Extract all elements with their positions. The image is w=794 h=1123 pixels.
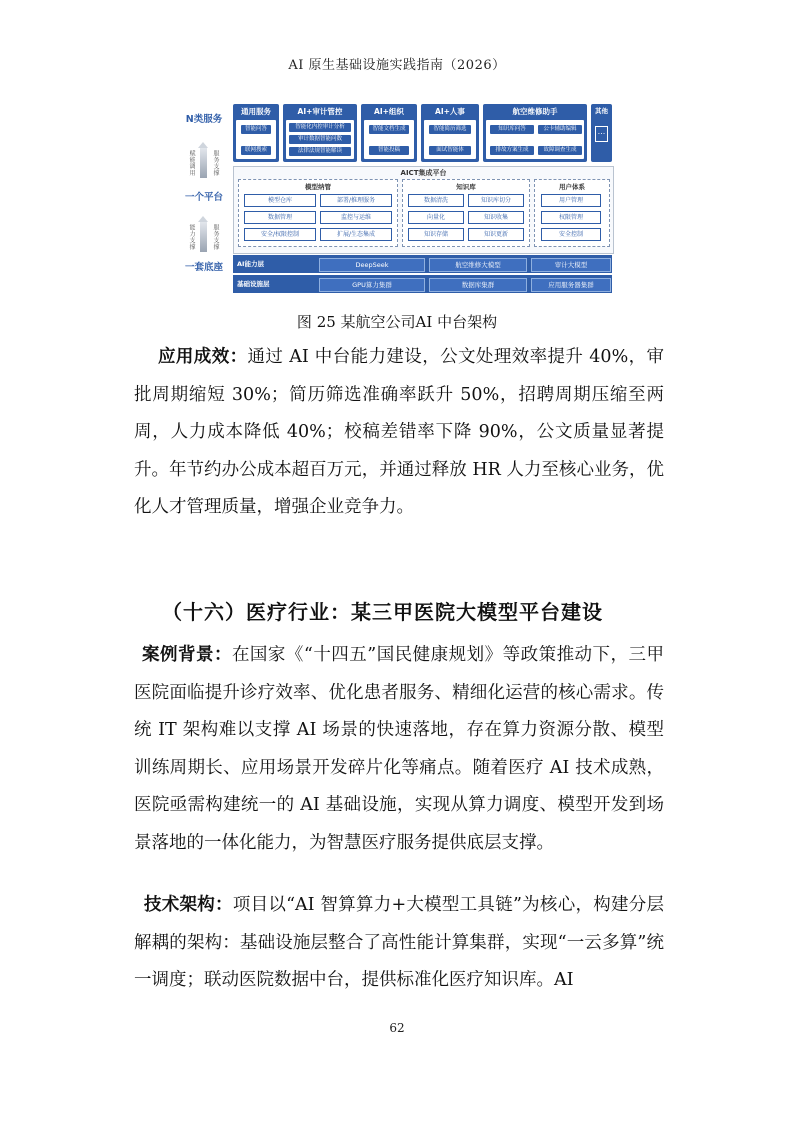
ai-layer-name: AI能力层	[237, 260, 264, 268]
ai-layer-item: 审计大模型	[531, 258, 611, 272]
knowledge-base-box	[402, 179, 530, 247]
ai-layer-item: 航空维修大模型	[429, 258, 527, 272]
platform-item: 向量化	[408, 211, 464, 224]
infra-layer-item: GPU算力集群	[319, 278, 425, 292]
figure-caption: 图 25 某航空公司AI 中台架构	[296, 313, 498, 331]
platform-item: 数据管理	[244, 211, 316, 224]
running-header: AI 原生基础设施实践指南（2026）	[288, 58, 506, 73]
page-number: 62	[389, 1021, 405, 1035]
platform-item: 知识存储	[408, 228, 464, 241]
platform-item: 部署/推理服务	[320, 194, 392, 207]
paragraph-lead: 应用成效：	[158, 347, 248, 367]
aict-platform	[233, 166, 614, 254]
model-management-title: 模型纳管	[305, 183, 331, 191]
paragraph-text: 项目以“AI 智算算力+大模型工具链”为核心，构建分层解耦的架构：基础设施层整合了高性能计算集群，实现“一云多算”统一调度；联动医院数据中台，提供标准化医疗知识库。AI	[134, 895, 665, 990]
service-item: 联网搜索	[241, 146, 271, 155]
service-item: 故障调查生成	[538, 146, 582, 155]
service-group-organization	[361, 104, 417, 162]
service-item: 法律法规智能解读	[289, 147, 351, 156]
paragraph-text: 通过 AI 中台能力建设，公文处理效率提升 40%，审批周期缩短 30%；简历筛选准确率跃升 50%，招聘周期压缩至两周，人力成本降低 40%；校稿差错率下降 90%，公文质量显著提升。年节约办公成本超百万元，并通过释放 HR 人力至核心业务，优化人才管理质量，增强企业竞争力。	[134, 347, 664, 517]
section-heading: （十六）医疗行业：某三甲医院大模型平台建设	[162, 600, 603, 624]
more-ellipsis: ...	[595, 126, 608, 142]
service-item: 智能文档生成	[369, 125, 409, 134]
platform-item: 权限管理	[541, 211, 601, 224]
platform-item: 模型仓库	[244, 194, 316, 207]
platform-item: 知识收集	[468, 211, 524, 224]
platform-item: 用户管理	[541, 194, 601, 207]
aict-platform-title: AICT集成平台	[400, 169, 447, 177]
service-group-title: 其他	[595, 107, 608, 115]
service-group-title: AI+人事	[435, 107, 465, 116]
arrow-label-upper-right: 服务支撑	[212, 150, 219, 176]
paragraph-text: 在国家《“十四五”国民健康规划》等政策推动下，三甲医院面临提升诊疗效率、优化患者服务、精细化运营的核心需求。传统 IT 架构难以支撑 AI 场景的快速落地，存在算力资源分散、模型训练周期长、应用场景开发碎片化等痛点。随着医疗 AI 技术成熟，医院亟需构建统一的 AI 基础设施，实现从算力调度、模型开发到场景落地的一体化能力，为智慧医疗服务提供底层支撑。	[134, 645, 664, 853]
label-n-services: N类服务	[185, 114, 223, 125]
service-group-aviation-maintenance	[483, 104, 587, 162]
service-group-general	[233, 104, 279, 162]
paragraph-lead: 技术架构：	[144, 895, 233, 915]
platform-item: 数据清洗	[408, 194, 464, 207]
paragraph-results	[134, 339, 664, 527]
platform-item: 知识更新	[468, 228, 524, 241]
up-arrow-lower	[200, 222, 207, 252]
up-arrow-upper	[200, 148, 207, 178]
service-item: 智能投稿	[369, 146, 409, 155]
platform-item: 知识库切分	[468, 194, 524, 207]
service-group-audit	[283, 104, 357, 162]
service-group-title: 通用服务	[241, 107, 271, 116]
service-item: 知识库问答	[490, 125, 534, 134]
knowledge-base-title: 知识库	[456, 183, 476, 191]
service-item: 面试智能体	[429, 146, 471, 155]
label-one-foundation: 一套底座	[184, 262, 223, 273]
ai-capability-layer	[233, 255, 612, 273]
infra-layer-item: 数据库集群	[429, 278, 527, 292]
service-item: 公卡辅助编辑	[538, 125, 582, 134]
platform-item: 扩展/生态集成	[320, 228, 392, 241]
paragraph-architecture	[134, 887, 664, 1000]
paragraph-lead: 案例背景：	[142, 645, 232, 665]
service-group-hr	[421, 104, 479, 162]
service-item: 智能化内控审计分析	[289, 123, 351, 132]
platform-item: 安全控制	[541, 228, 601, 241]
architecture-diagram	[181, 100, 612, 300]
infra-layer-name: 基础设施层	[237, 280, 270, 288]
service-group-title: 航空维修助手	[512, 107, 558, 116]
service-group-title: AI+组织	[374, 107, 404, 116]
service-group-title: AI+审计管控	[297, 107, 343, 116]
service-item: 排故方案生成	[490, 146, 534, 155]
label-one-platform: 一个平台	[184, 192, 223, 203]
model-management-box	[238, 179, 398, 247]
infra-layer-item: 应用服务器集群	[531, 278, 611, 292]
platform-item: 监控与运维	[320, 211, 392, 224]
service-group-other	[591, 104, 612, 162]
service-item: 智能简历筛选	[429, 125, 471, 134]
arrow-label-lower-left: 能力支撑	[188, 224, 195, 250]
infrastructure-layer	[233, 275, 612, 293]
service-item: 审计数据智能问数	[289, 135, 351, 144]
arrow-label-upper-left: 赋能调用	[188, 150, 195, 176]
platform-item: 安全/权限控制	[244, 228, 316, 241]
service-item: 智能问答	[241, 125, 271, 134]
ai-layer-item: DeepSeek	[319, 258, 425, 272]
paragraph-background	[134, 637, 664, 862]
user-system-box	[534, 179, 610, 247]
arrow-label-lower-right: 服务支撑	[212, 224, 219, 250]
user-system-title: 用户体系	[559, 183, 585, 191]
